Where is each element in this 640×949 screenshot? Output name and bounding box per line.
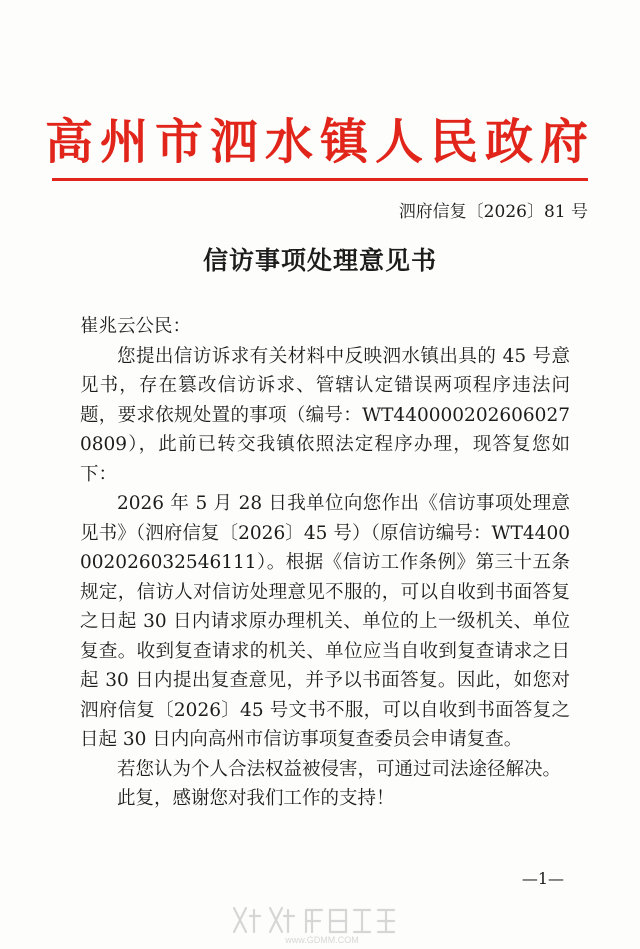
red-divider-line: [52, 178, 588, 181]
organization-header: 高州市泗水镇人民政府: [44, 114, 595, 170]
website-logo-icon: [226, 902, 426, 946]
website-watermark: [226, 902, 426, 946]
paragraph-review-rights: 2026 年 5 月 28 日我单位向您作出《信访事项处理意见书》（泗府信复〔2026〕45 号）（原信访编号：WT4400002026032546111）。根据《信访工作条例》第三十五条规定，信访人对信访处理意见不服的，可以自收到书面答复之日起 30 日内请求原办理机关、单位的上一级机关、单位复查。收到复查请求的机关、单位应当自收到复查请求之日起 30 日内提出复查意见，并予以书面答复。因此，如您对泗府信复〔2026〕45 号文书不服，可以自收到书面答复之日起 30 日内向高州市信访事项复查委员会申请复查。: [80, 493, 570, 750]
document-number: 泗府信复〔2026〕81 号: [398, 202, 588, 222]
watermark-url: www.GDMM.COM: [285, 935, 359, 945]
paragraph-request-summary: 您提出信访诉求有关材料中反映泗水镇出具的 45 号意见书，存在篡改信访诉求、管辖认定错误两项程序违法问题，要求依规处置的事项（编号：WT4400002026060270809），此前已转交我镇依照法定程序办理，现答复您如下：: [80, 345, 570, 485]
document-title: 信访事项处理意见书: [202, 246, 437, 275]
page-number: —1—: [521, 869, 564, 888]
document-body: [80, 312, 570, 814]
paragraph-judicial-remedy: 若您认为个人合法权益被侵害，可通过司法途径解决。: [117, 758, 562, 780]
salutation: 崔兆云公民：: [80, 316, 192, 337]
paragraph-closing: 此复，感谢您对我们工作的支持！: [117, 788, 395, 809]
